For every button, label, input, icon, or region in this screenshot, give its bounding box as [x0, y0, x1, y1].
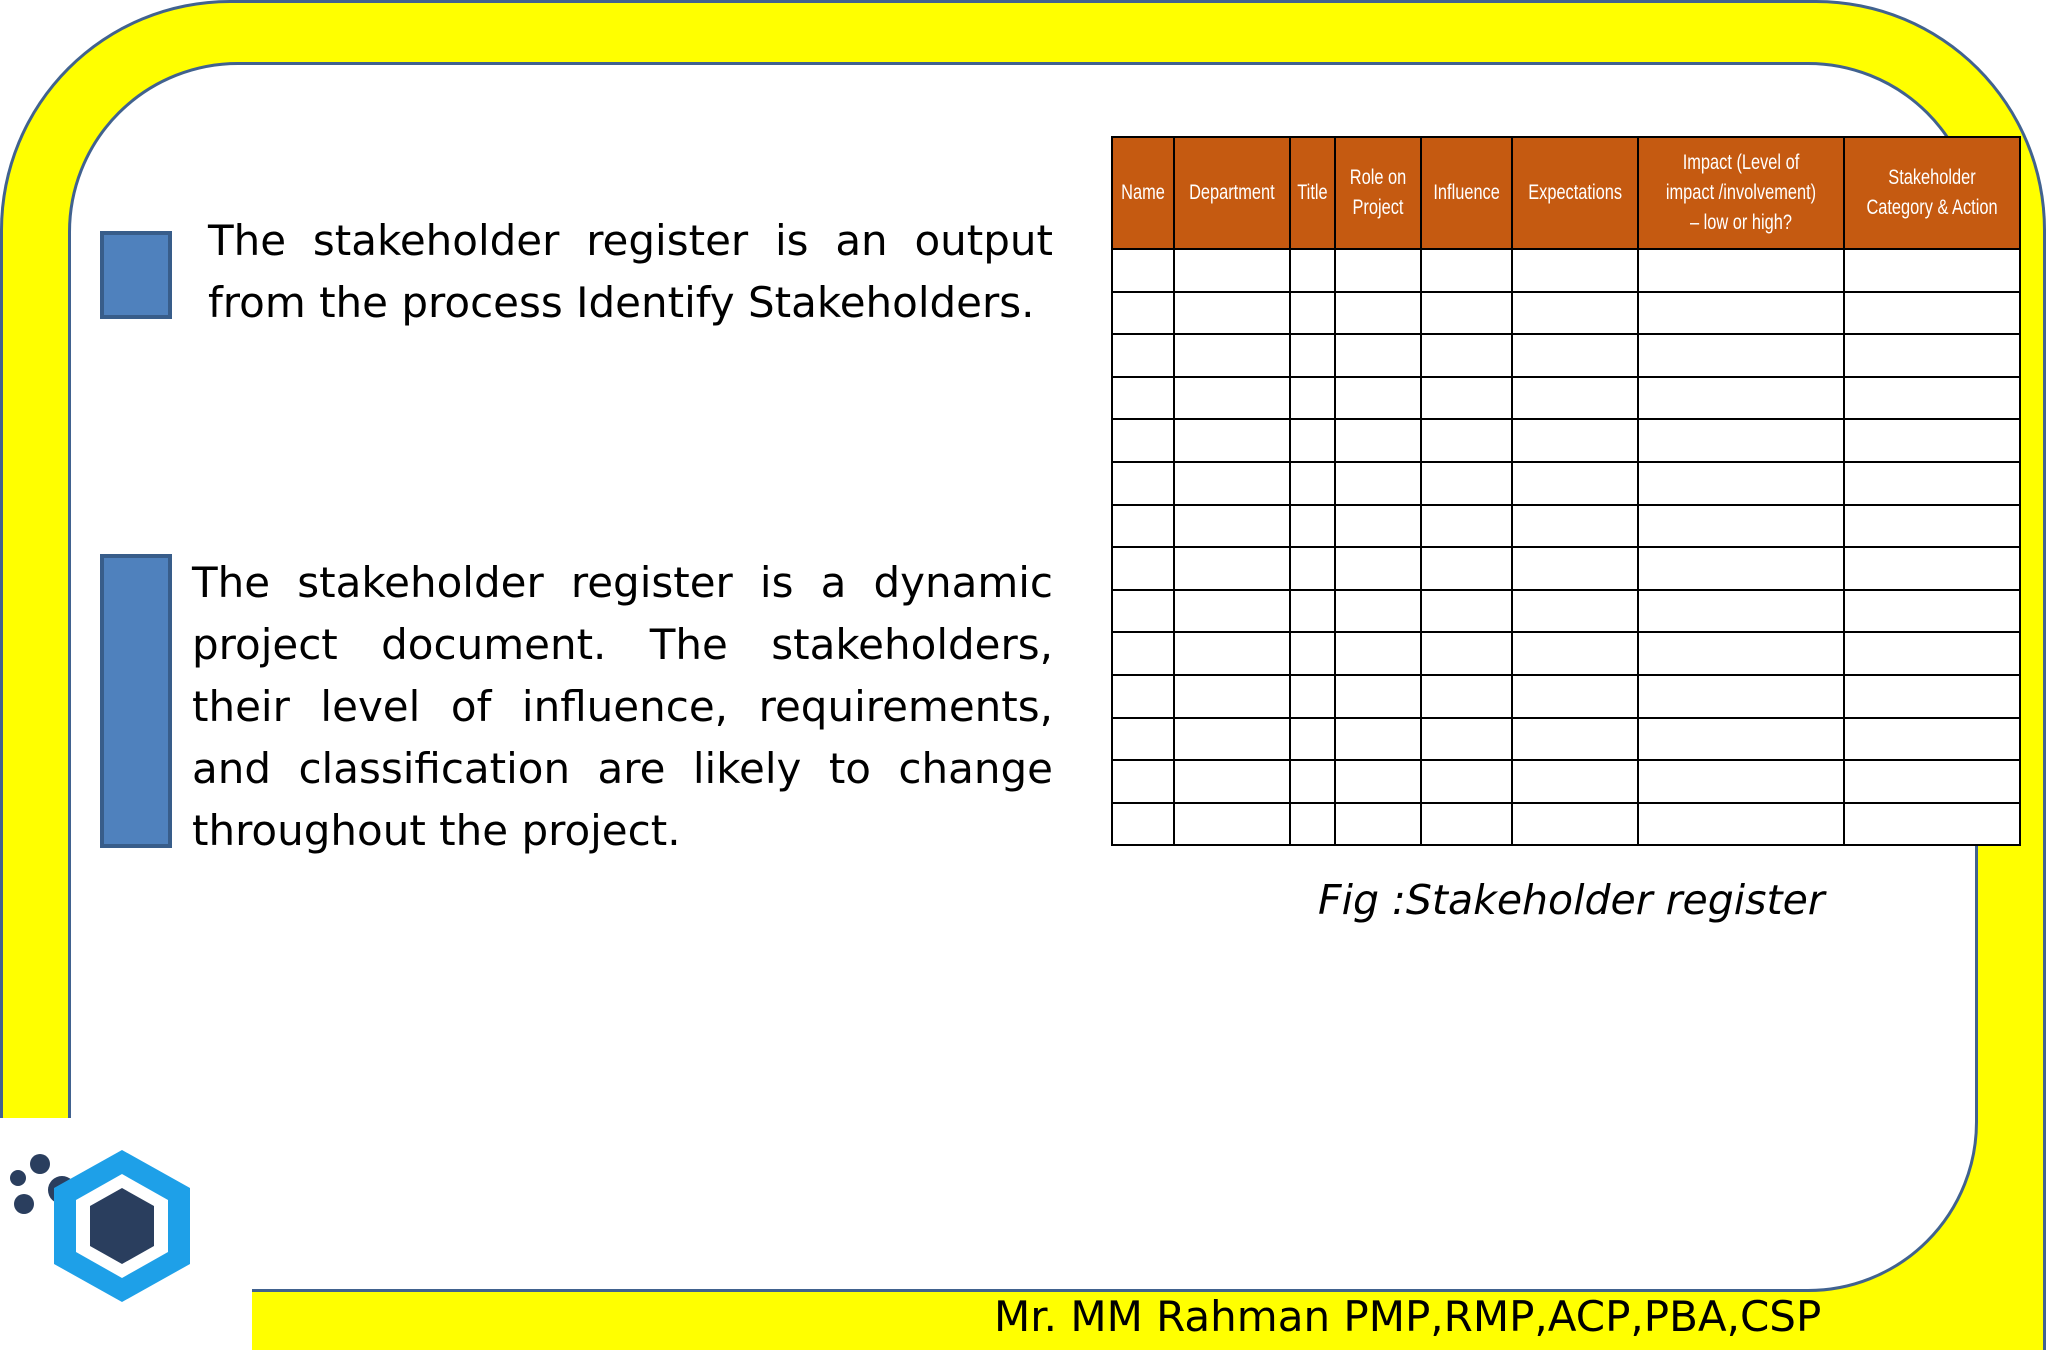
table-cell-name	[1112, 334, 1174, 377]
table-cell-role	[1335, 462, 1421, 505]
table-cell-category	[1844, 803, 2020, 846]
table-cell-expectations	[1512, 377, 1638, 420]
table-cell-influence	[1421, 803, 1512, 846]
table-cell-expectations	[1512, 590, 1638, 633]
table-cell-title	[1290, 462, 1335, 505]
table-cell-name	[1112, 803, 1174, 846]
table-cell-role	[1335, 547, 1421, 590]
table-row	[1112, 419, 2020, 462]
column-header-department: Department	[1174, 137, 1290, 249]
table-cell-expectations	[1512, 292, 1638, 335]
table-cell-category	[1844, 547, 2020, 590]
table-cell-department	[1174, 377, 1290, 420]
table-cell-impact	[1638, 249, 1844, 292]
table-cell-department	[1174, 675, 1290, 718]
table-cell-impact	[1638, 803, 1844, 846]
column-header-influence: Influence	[1421, 137, 1512, 249]
table-cell-expectations	[1512, 462, 1638, 505]
table-cell-title	[1290, 334, 1335, 377]
table-cell-role	[1335, 760, 1421, 803]
table-cell-expectations	[1512, 419, 1638, 462]
stakeholder-register-table	[1111, 136, 2021, 846]
table-cell-influence	[1421, 760, 1512, 803]
bullet-marker-1	[100, 231, 172, 319]
table-cell-name	[1112, 675, 1174, 718]
table-row	[1112, 462, 2020, 505]
table-cell-name	[1112, 462, 1174, 505]
table-cell-category	[1844, 760, 2020, 803]
table-cell-department	[1174, 632, 1290, 675]
table-row	[1112, 803, 2020, 846]
column-header-role: Role on Project	[1335, 137, 1421, 249]
table-cell-category	[1844, 718, 2020, 761]
table-cell-department	[1174, 334, 1290, 377]
table-row	[1112, 249, 2020, 292]
table-cell-role	[1335, 718, 1421, 761]
table-cell-influence	[1421, 718, 1512, 761]
table-cell-department	[1174, 419, 1290, 462]
table-cell-category	[1844, 462, 2020, 505]
table-cell-category	[1844, 505, 2020, 548]
table-cell-role	[1335, 292, 1421, 335]
table-row	[1112, 377, 2020, 420]
table-cell-influence	[1421, 590, 1512, 633]
table-cell-category	[1844, 334, 2020, 377]
table-cell-department	[1174, 718, 1290, 761]
table-cell-expectations	[1512, 675, 1638, 718]
table-cell-department	[1174, 803, 1290, 846]
paragraph-dynamic-document: The stakeholder register is a dynamic project document. The stakeholders, their level of influence, requirements, and classification are likely to change throughout the project.	[192, 558, 1053, 855]
table-cell-name	[1112, 760, 1174, 803]
table-cell-department	[1174, 590, 1290, 633]
table-cell-impact	[1638, 505, 1844, 548]
table-cell-title	[1290, 590, 1335, 633]
table-cell-department	[1174, 547, 1290, 590]
table-cell-expectations	[1512, 803, 1638, 846]
table-cell-title	[1290, 292, 1335, 335]
table-row	[1112, 632, 2020, 675]
table-cell-category	[1844, 292, 2020, 335]
table-cell-impact	[1638, 462, 1844, 505]
table-row	[1112, 760, 2020, 803]
table-cell-impact	[1638, 675, 1844, 718]
table-cell-influence	[1421, 505, 1512, 548]
table-cell-impact	[1638, 292, 1844, 335]
table-row	[1112, 292, 2020, 335]
table-cell-title	[1290, 547, 1335, 590]
paragraph-output: The stakeholder register is an output from the process Identify Stakeholders.	[208, 216, 1053, 327]
table-cell-influence	[1421, 632, 1512, 675]
table-cell-category	[1844, 675, 2020, 718]
table-cell-influence	[1421, 419, 1512, 462]
table-cell-role	[1335, 334, 1421, 377]
table-cell-category	[1844, 377, 2020, 420]
table-cell-expectations	[1512, 718, 1638, 761]
column-header-title: Title	[1290, 137, 1335, 249]
table-cell-impact	[1638, 632, 1844, 675]
table-cell-name	[1112, 419, 1174, 462]
table-cell-name	[1112, 718, 1174, 761]
table-cell-role	[1335, 675, 1421, 718]
table-cell-title	[1290, 675, 1335, 718]
table-cell-impact	[1638, 377, 1844, 420]
table-cell-expectations	[1512, 505, 1638, 548]
table-cell-role	[1335, 590, 1421, 633]
table-cell-category	[1844, 590, 2020, 633]
table-cell-title	[1290, 760, 1335, 803]
table-cell-title	[1290, 632, 1335, 675]
table-cell-department	[1174, 505, 1290, 548]
table-cell-name	[1112, 505, 1174, 548]
table-row	[1112, 718, 2020, 761]
table-cell-category	[1844, 419, 2020, 462]
table-cell-department	[1174, 760, 1290, 803]
table-cell-role	[1335, 803, 1421, 846]
table-header-row	[1112, 137, 2020, 249]
column-header-name: Name	[1112, 137, 1174, 249]
table-cell-title	[1290, 505, 1335, 548]
figure-caption: Fig :Stakeholder register	[1318, 876, 1825, 924]
table-cell-influence	[1421, 675, 1512, 718]
table-cell-impact	[1638, 718, 1844, 761]
presenter-credit: Mr. MM Rahman PMP,RMP,ACP,PBA,CSP	[994, 1292, 1822, 1341]
table-row	[1112, 505, 2020, 548]
table-row	[1112, 675, 2020, 718]
table-cell-expectations	[1512, 632, 1638, 675]
table-cell-role	[1335, 377, 1421, 420]
table-cell-expectations	[1512, 334, 1638, 377]
table-cell-name	[1112, 377, 1174, 420]
bullet-marker-2	[100, 554, 172, 848]
table-cell-influence	[1421, 377, 1512, 420]
table-row	[1112, 590, 2020, 633]
table-cell-impact	[1638, 760, 1844, 803]
table-cell-department	[1174, 292, 1290, 335]
table-cell-influence	[1421, 547, 1512, 590]
table-cell-department	[1174, 249, 1290, 292]
table-cell-title	[1290, 419, 1335, 462]
table-cell-name	[1112, 249, 1174, 292]
table-cell-name	[1112, 292, 1174, 335]
table-row	[1112, 547, 2020, 590]
table-cell-influence	[1421, 334, 1512, 377]
column-header-impact: Impact (Level of impact /involvement) – low or high?	[1638, 137, 1844, 249]
table-cell-title	[1290, 803, 1335, 846]
table-cell-influence	[1421, 292, 1512, 335]
table-cell-name	[1112, 590, 1174, 633]
table-cell-expectations	[1512, 547, 1638, 590]
table-cell-role	[1335, 249, 1421, 292]
table-body	[1112, 249, 2020, 845]
table-cell-name	[1112, 632, 1174, 675]
table-cell-role	[1335, 632, 1421, 675]
table-cell-impact	[1638, 547, 1844, 590]
table-cell-impact	[1638, 419, 1844, 462]
table-cell-expectations	[1512, 249, 1638, 292]
table-cell-name	[1112, 547, 1174, 590]
table-cell-role	[1335, 505, 1421, 548]
table-cell-title	[1290, 718, 1335, 761]
hexagon-logo-icon	[0, 1140, 200, 1320]
table-cell-influence	[1421, 249, 1512, 292]
table-row	[1112, 334, 2020, 377]
table-cell-department	[1174, 462, 1290, 505]
column-header-expectations: Expectations	[1512, 137, 1638, 249]
table-cell-expectations	[1512, 760, 1638, 803]
table-cell-impact	[1638, 334, 1844, 377]
table-cell-category	[1844, 632, 2020, 675]
table-cell-influence	[1421, 462, 1512, 505]
table-cell-category	[1844, 249, 2020, 292]
table-cell-impact	[1638, 590, 1844, 633]
table-cell-role	[1335, 419, 1421, 462]
table-cell-title	[1290, 377, 1335, 420]
column-header-category: Stakeholder Category & Action	[1844, 137, 2020, 249]
table-cell-title	[1290, 249, 1335, 292]
